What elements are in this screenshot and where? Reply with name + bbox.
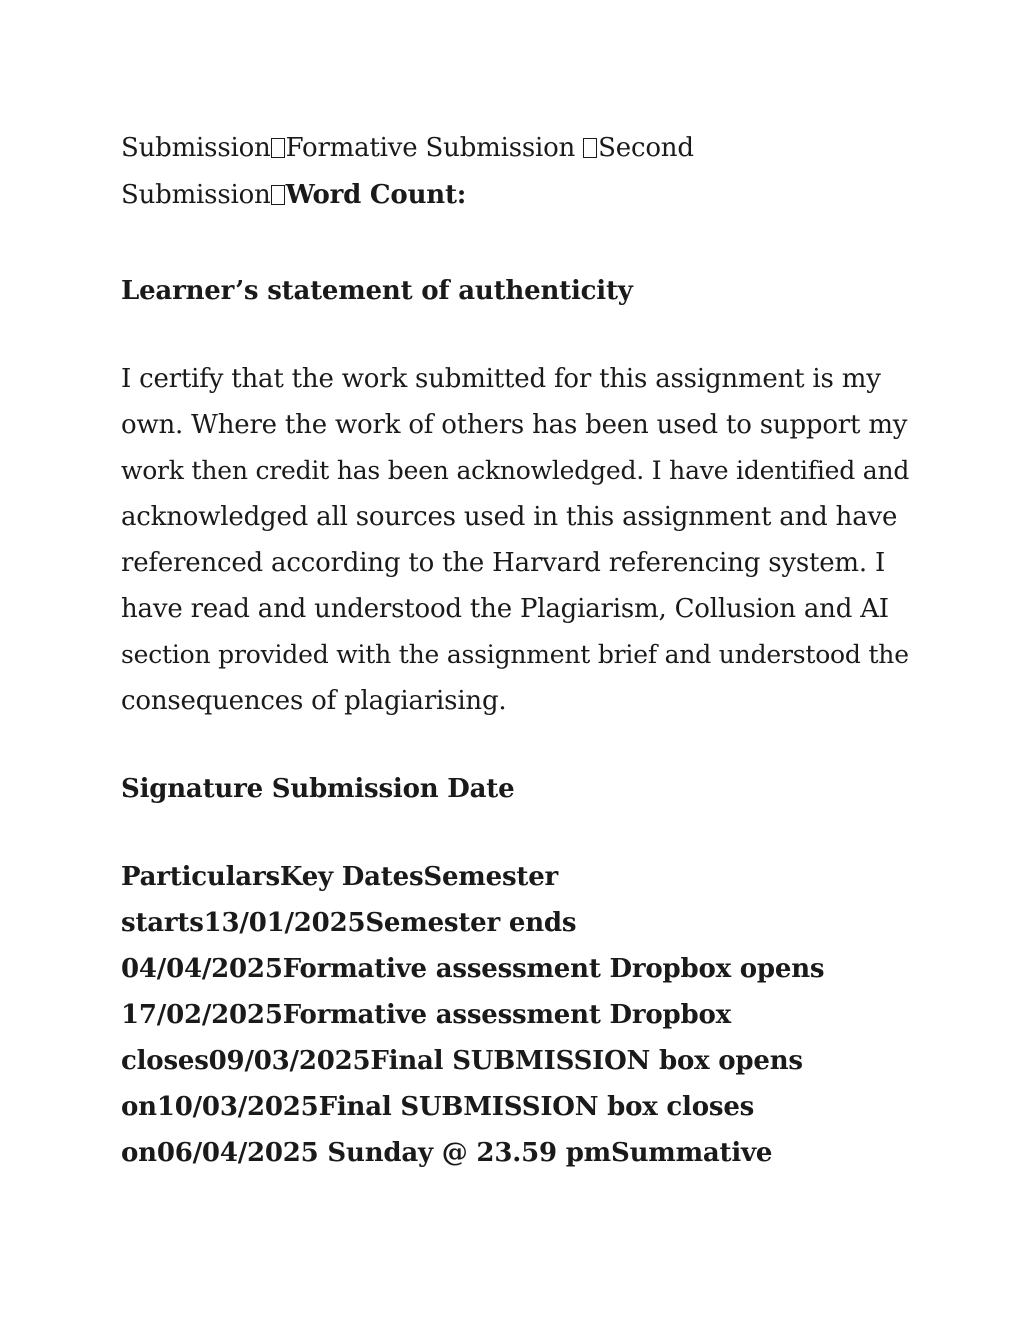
key-dates-line: 17/02/2025Formative assessment Dropbox — [121, 1000, 731, 1030]
signature-line: Signature Submission Date — [121, 774, 515, 804]
submission-options-line-1 — [121, 125, 911, 171]
checkbox-second-submission[interactable] — [271, 185, 285, 205]
submission-label: Submission — [121, 133, 271, 163]
key-dates-line: on10/03/2025Final SUBMISSION box closes — [121, 1092, 755, 1122]
authenticity-heading: Learner’s statement of authenticity — [121, 276, 633, 306]
authenticity-statement — [121, 356, 911, 724]
statement-line: work then credit has been acknowledged. I have identified and — [121, 456, 910, 485]
formative-submission-label: Formative Submission — [285, 133, 584, 163]
statement-line: I certify that the work submitted for this assignment is my — [121, 364, 881, 394]
key-dates-line: closes09/03/2025Final SUBMISSION box opens — [121, 1046, 803, 1076]
statement-line: consequences of plagiarising. — [121, 686, 507, 716]
word-count-label: Word Count: — [285, 180, 467, 210]
statement-line: own. Where the work of others has been used to support my — [121, 410, 908, 440]
second-label: Second — [598, 133, 694, 163]
checkbox-formative[interactable] — [271, 138, 285, 158]
key-dates-line: 04/04/2025Formative assessment Dropbox opens — [121, 954, 825, 984]
statement-line: have read and understood the Plagiarism, Collusion and AI — [121, 594, 889, 624]
key-dates-block — [121, 854, 911, 1176]
key-dates-line: ParticularsKey DatesSemester — [121, 862, 559, 892]
statement-line: section provided with the assignment brief and understood the — [121, 640, 909, 669]
checkbox-second[interactable] — [583, 138, 597, 158]
key-dates-line: starts13/01/2025Semester ends — [121, 908, 577, 938]
statement-line: referenced according to the Harvard referencing system. I — [121, 548, 886, 578]
key-dates-line: on06/04/2025 Sunday @ 23.59 pmSummative — [121, 1138, 773, 1168]
submission-options-line-2 — [121, 171, 911, 220]
submission-label-2: Submission — [121, 180, 271, 210]
document-page — [121, 125, 911, 1176]
statement-line: acknowledged all sources used in this assignment and have — [121, 502, 898, 532]
